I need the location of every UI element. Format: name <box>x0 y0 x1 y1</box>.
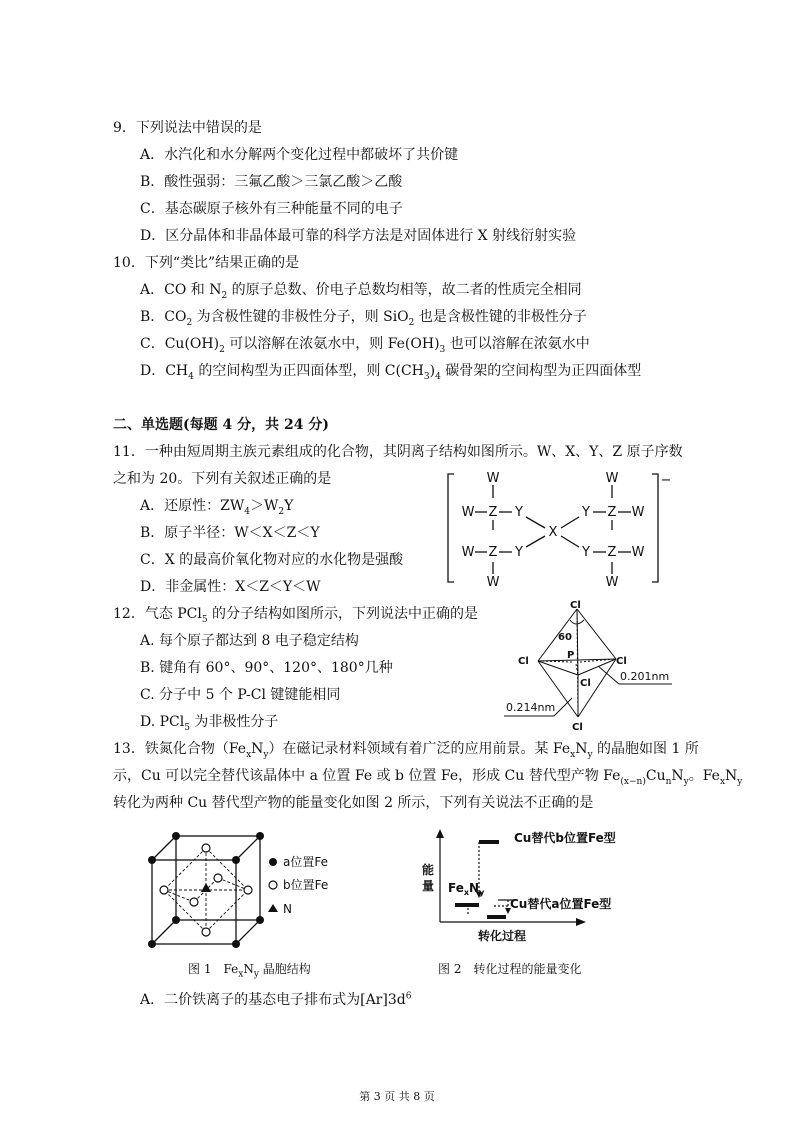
atom-w: W <box>486 575 500 588</box>
atom-z: Z <box>607 545 617 560</box>
charge-sign: − <box>660 473 672 488</box>
q12-stem: 12．气态 PCl$_5$ 的分子结构如图所示，下列说法中正确的是 <box>113 606 479 625</box>
q9-option-b: B．酸性强弱：三氟乙酸＞三氯乙酸＞乙酸 <box>140 174 403 190</box>
lower-product-label: Cu替代a位置Fe型 <box>510 897 612 911</box>
page-footer: 第 3 页 共 8 页 <box>359 1090 435 1103</box>
legend-a: a位置Fe <box>283 855 328 869</box>
cl-label: Cl <box>572 722 583 733</box>
atom-z: Z <box>488 505 498 520</box>
q10-option-b: B．$CO_2$ 为含极性键的非极性分子，则 SiO$_2$ 也是含极性键的非极性分子 <box>140 309 587 328</box>
atom-w: W <box>461 545 475 560</box>
q11-option-c: C．X 的最高价氧化物对应的水化物是强酸 <box>140 552 404 568</box>
cl-label: Cl <box>580 678 591 689</box>
q11-option-d: D．非金属性：X＜Z＜Y＜W <box>140 579 321 595</box>
figure2-caption: 图 2 转化过程的能量变化 <box>438 962 582 976</box>
atom-y: Y <box>515 505 523 520</box>
atom-y: Y <box>515 545 523 560</box>
q12-option-a: A. 每个原子都达到 8 电子稳定结构 <box>140 633 359 649</box>
q13-stem-line1: 13．铁氮化合物$(Fe_xN_y)$在磁记录材料领域有着广泛的应用前景。某 $Fe_xN_y$ 的晶胞如图 1 所 <box>113 741 699 760</box>
q12-option-d: D. PCl$_5$ 为非极性分子 <box>140 714 279 733</box>
bond-length-label: 0.214nm <box>506 701 556 714</box>
q11-stem-line2: 之和为 20。下列有关叙述正确的是 <box>113 471 332 487</box>
atom-y: Y <box>582 505 590 520</box>
q9-option-d: D．区分晶体和非晶体最可靠的科学方法是对固体进行 X 射线衍射实验 <box>140 228 577 244</box>
q11-option-b: B．原子半径：W＜X＜Z＜Y <box>140 525 320 541</box>
atom-w: W <box>605 471 619 486</box>
atom-z: Z <box>488 545 498 560</box>
atom-x: X <box>548 525 558 540</box>
q12-option-c: C. 分子中 5 个 P-Cl 键键能相同 <box>140 687 341 703</box>
p-label: P <box>567 650 575 661</box>
atom-w: W <box>631 545 645 560</box>
q10-option-d: D．$CH_4$ 的空间构型为正四面体型，则 $C(CH_3)_4$ 碳骨架的空间构型为正四面体型 <box>140 363 642 382</box>
y-axis-label-1: 能 <box>422 863 435 877</box>
atom-y: Y <box>582 545 590 560</box>
cl-label: Cl <box>616 656 627 667</box>
figure1-caption: 图 1 $Fe_xN_y$ 晶胞结构 <box>188 962 311 980</box>
x-axis-label: 转化过程 <box>478 929 527 943</box>
atom-z: Z <box>607 505 617 520</box>
legend-b: b位置Fe <box>283 878 329 892</box>
q10-stem: 10．下列“类比”结果正确的是 <box>113 255 300 271</box>
q11-option-a: A．还原性：$ZW_4>W_2Y$ <box>140 498 294 517</box>
atom-w: W <box>486 471 500 486</box>
atom-w: W <box>605 575 619 588</box>
q13-stem-line2: 示，Cu 可以完全替代该晶体中 a 位置 Fe 或 b 位置 Fe，形成 Cu 替代型产物 $Fe_{(x-n)}Cu_nN_y$。$Fe_xN_y$ <box>113 768 743 787</box>
q9-stem: 9．下列说法中错误的是 <box>113 120 262 136</box>
q13-stem-line3: 转化为两种 Cu 替代型产物的能量变化如图 2 所示，下列有关说法不正确的是 <box>113 795 594 811</box>
q13-option-a: A．二价铁离子的基态电子排布式为$[Ar]3d^6$ <box>140 991 412 1008</box>
q12-option-b: B. 键角有 60°、90°、120°、180°几种 <box>140 660 393 676</box>
q10-option-c: C．$Cu(OH)_2$ 可以溶解在浓氨水中，则 $Fe(OH)_3$ 也可以溶解在浓氨水中 <box>140 336 590 355</box>
y-axis-label-2: 量 <box>422 879 435 893</box>
energy-diagram-figure <box>418 826 648 950</box>
anion-structure-figure <box>444 464 674 588</box>
q10-option-a: A．CO 和 $N_2$ 的原子总数、价电子总数均相等，故二者的性质完全相同 <box>140 282 582 301</box>
atom-w: W <box>631 505 645 520</box>
cl-label: Cl <box>518 656 529 667</box>
bond-length-label: 0.201nm <box>620 670 670 683</box>
start-state-label: $Fe_xN_y$ <box>448 881 485 897</box>
legend-n: N <box>283 902 292 916</box>
q11-stem-line1: 11．一种由短周期主族元素组成的化合物，其阴离子结构如图所示。W、X、Y、Z 原子序数 <box>113 444 683 460</box>
angle-label: 60 <box>558 632 572 643</box>
q9-option-a: A．水汽化和水分解两个变化过程中都破坏了共价键 <box>140 147 459 163</box>
q9-option-c: C．基态碳原子核外有三种能量不同的电子 <box>140 201 403 217</box>
upper-product-label: Cu替代b位置Fe型 <box>514 831 616 845</box>
pcl5-structure-figure <box>500 600 680 734</box>
atom-w: W <box>461 505 475 520</box>
section-title: 二、单选题(每题 4 分，共 24 分) <box>113 417 329 433</box>
cl-label: Cl <box>570 600 581 611</box>
crystal-cell-figure <box>140 828 360 952</box>
